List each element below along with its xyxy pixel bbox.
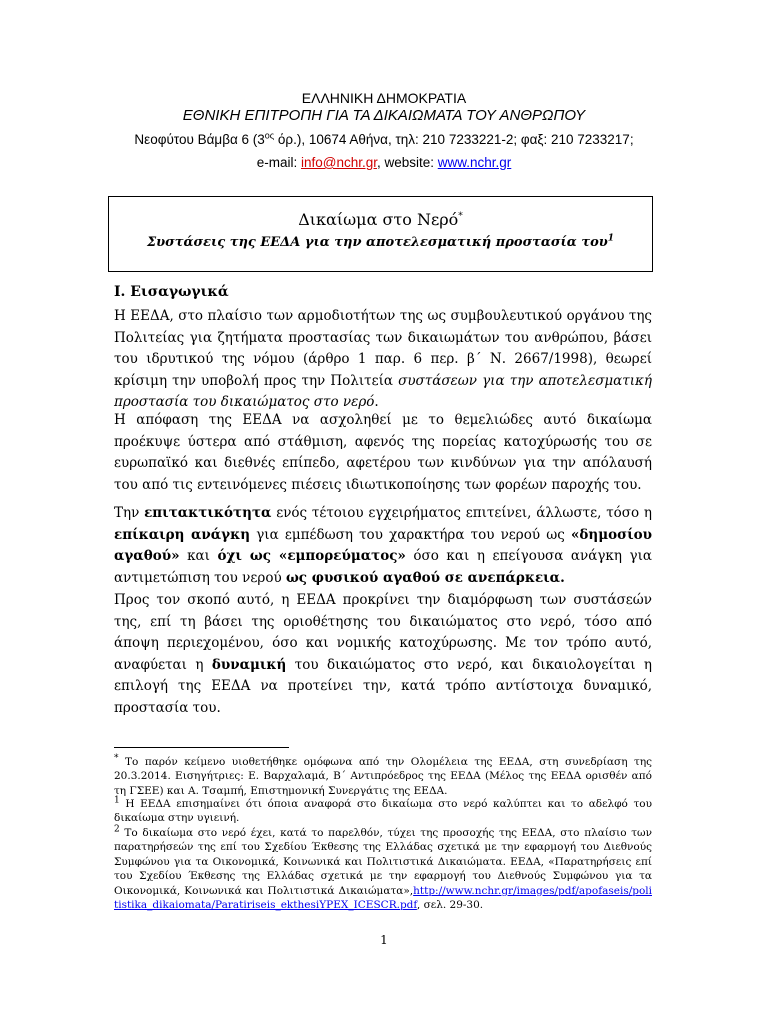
para-text: όσο και η επείγουσα ανάγκη για αντιμετώπιση του νερού [114, 548, 652, 586]
para-text: Προς τον σκοπό αυτό, η ΕΕΔΑ προκρίνει την διαμόρφωση των συστάσεών της, επί τη βάσει της οριοθέτησης του δικαιώματος στο νερό, τόσο από άποψη περιεχομένου, όσο και νομικής κατοχύρωσης. Με τον τρόπο αυτό, αναφύεται η [114, 592, 652, 673]
email-link[interactable]: info@nchr.gr [300, 155, 377, 170]
footnote-separator [114, 747, 289, 748]
header-address [0, 130, 768, 149]
footnote-text: Η ΕΕΔΑ επισημαίνει ότι όποια αναφορά στο δικαίωμα στο νερό καλύπτει και το αδελφό του δικαίωμα στην υγιεινή. [114, 798, 652, 825]
website-link[interactable]: www.nchr.gr [437, 155, 512, 170]
website-label: , website: [376, 155, 438, 170]
para-text: για εμπέδωση του χαρακτήρα του νερού ως [250, 526, 571, 543]
para-text: του δικαιώματος στο νερό, και δικαιολογείται η επιλογή της ΕΕΔΑ να προτείνει την, κατά τρόπο αντίστοιχα δυναμικό, προστασία του. [114, 656, 652, 716]
address-superscript: ος [264, 130, 275, 141]
para-bold: όχι ως «εμπορεύματος» [217, 548, 406, 564]
footnote-mark: 1 [114, 795, 120, 806]
para-bold: δυναμική [211, 656, 287, 673]
paragraph-4 [114, 590, 652, 719]
footnote-ref-star[interactable]: * [458, 211, 463, 222]
para-text: και [179, 548, 218, 564]
title-box [108, 196, 653, 272]
address-part: Νεοφύτου Βάμβα 6 (3 [134, 132, 265, 147]
address-part: όρ.), 10674 Αθήνα, τηλ: 210 7233221-2; φαξ: 210 7233217; [274, 132, 634, 147]
para-text: Την [114, 505, 145, 521]
para-bold: επιτακτικότητα [144, 505, 272, 521]
paragraph-1 [114, 306, 652, 414]
para-italic: συστάσεων για την αποτελεσματική προστασία του δικαιώματος στο νερό [114, 372, 653, 410]
page-number: 1 [380, 933, 388, 947]
header-state-name: ΕΛΛΗΝΙΚΗ ΔΗΜΟΚΡΑΤΙΑ [301, 90, 467, 106]
title-text: Δικαίωμα στο Νερό [298, 210, 459, 229]
subtitle-text: Συστάσεις της ΕΕΔΑ για την αποτελεσματική προστασία του [146, 235, 608, 250]
para-text: Η ΕΕΔΑ, στο πλαίσιο των αρμοδιοτήτων της ως συμβουλευτικού οργάνου της Πολιτείας για ζητήματα προστασίας των δικαιωμάτων του ανθρώπου, βάσει του ιδρυτικού της νόμου (άρθρο 1 παρ. 6 περ. β΄ Ν. 2667/1998), θεωρεί κρίσιμη την υποβολή προς την Πολιτεία [114, 308, 652, 389]
email-label: e-mail: [256, 155, 301, 170]
para-text: ενός τέτοιου εγχειρήματος επιτείνει, άλλωστε, τόσο η [271, 505, 653, 521]
footnote-1 [114, 797, 652, 826]
paragraph-3 [114, 503, 652, 589]
document-subtitle [109, 235, 652, 250]
para-bold: επίκαιρη ανάγκη [114, 526, 251, 543]
paragraph-2: Η απόφαση της ΕΕΔΑ να ασχοληθεί με το θεμελιώδες αυτό δικαίωμα προέκυψε ύστερα από στάθμιση, αφενός της πορείας κατοχύρωσής του σε ευρωπαϊκό και διεθνές επίπεδο, αφετέρου των κινδύνων για την απόλαυσή του από τις εντεινόμενες πιέσεις ιδιωτικοποίησης των φορέων παροχής του. [114, 412, 652, 493]
para-text: . [374, 394, 379, 410]
footnote-text: , σελ. 29-30. [416, 899, 484, 912]
para-bold: «δημοσίου αγαθού» [114, 526, 652, 564]
footnote-text: Το δικαίωμα στο νερό έχει, κατά το παρελθόν, τύχει της προσοχής της ΕΕΔΑ, στο πλαίσιο των παρατηρήσεών της επί του Σχεδίου Έκθεσης της Ελλάδας σχετικά με την εφαρμογή του Διεθνούς Συμφώνου για τα Οικονομικά, Κοινωνικά και Πολιτιστικά Δικαιώματα. ΕΕΔΑ, «Παρατηρήσεις επί του Σχεδίου Έκθεσης της Ελλάδας σχετικά με την εφαρμογή του Διεθνούς Συμφώνου για τα Οικονομικά, Κοινωνικά και Πολιτιστικά Δικαιώματα», [114, 827, 652, 897]
para-bold: ως φυσικού αγαθού σε ανεπάρκεια. [285, 569, 565, 586]
footnote-mark: 2 [114, 824, 120, 835]
footnote-2 [114, 826, 652, 912]
footnote-star [114, 755, 652, 798]
footnote-mark: * [114, 753, 119, 764]
header-commission-name: ΕΘΝΙΚΗ ΕΠΙΤΡΟΠΗ ΓΙΑ ΤΑ ΔΙΚΑΙΩΜΑΤΑ ΤΟΥ ΑΝΘΡΩΠΟΥ [182, 107, 586, 124]
document-title [109, 210, 652, 229]
footnote-ref-1[interactable]: 1 [607, 233, 615, 244]
footnote-url-link[interactable]: http://www.nchr.gr/images/pdf/apofaseis/politistika_dikaiomata/Paratiriseis_ekthesiYPEX_ICESCR.pdf [114, 884, 652, 912]
section-heading: I. Εισαγωγικά [114, 284, 229, 300]
footnote-text: Το παρόν κείμενο υιοθετήθηκε ομόφωνα από την Ολομέλεια της ΕΕΔΑ, στη συνεδρίαση της 20.3.2014. Εισηγήτριες: Ε. Βαρχαλαμά, Β΄ Αντιπρόεδρος της ΕΕΔΑ (Μέλος της ΕΕΔΑ ορισθέν από τη ΓΣΕΕ) και Α. Τσαμπή, Επιστημονική Συνεργάτις της ΕΕΔΑ. [114, 756, 652, 797]
header-contact [0, 153, 768, 172]
